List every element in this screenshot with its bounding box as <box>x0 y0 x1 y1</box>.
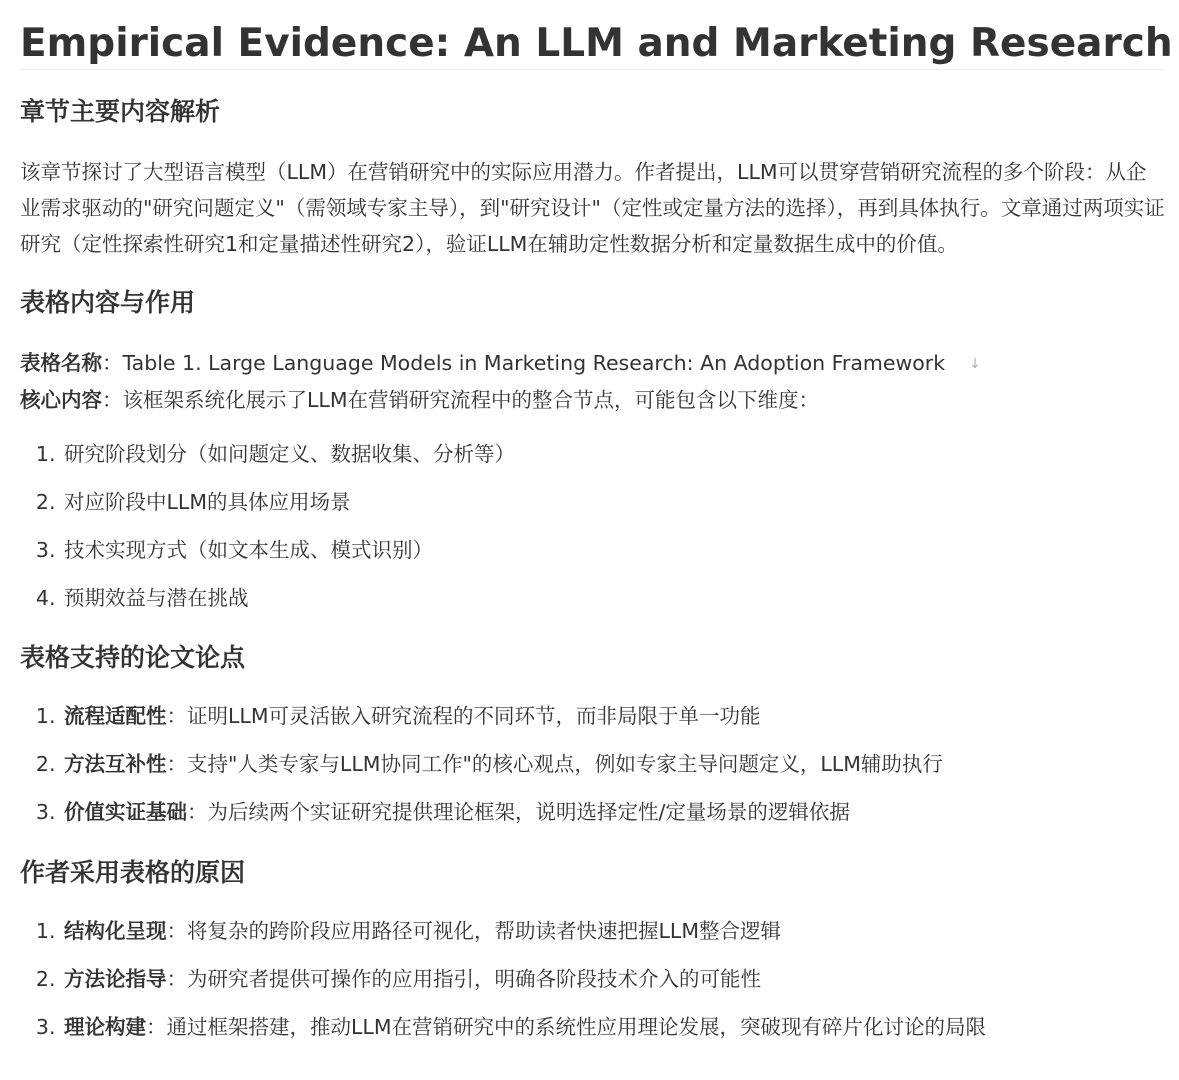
list-item: 1. 研究阶段划分（如问题定义、数据收集、分析等） <box>62 436 1165 472</box>
section-heading-arguments: 表格支持的论文论点 <box>20 643 246 672</box>
core-content-label: 核心内容 <box>20 388 102 412</box>
item-text: ：将复杂的跨阶段应用路径可视化，帮助读者快速把握LLM整合逻辑 <box>166 919 782 943</box>
list-item <box>62 746 1165 782</box>
section-heading-reasons: 作者采用表格的原因 <box>20 858 246 887</box>
item-text: ：为后续两个实证研究提供理论框架，说明选择定性/定量场景的逻辑依据 <box>187 800 850 824</box>
list-item <box>62 794 1165 830</box>
table-name-label: 表格名称 <box>20 351 102 375</box>
page-title: Empirical Evidence: An LLM and Marketing Research <box>20 0 1165 70</box>
item-label: 方法互补性 <box>64 752 167 776</box>
dimension-list <box>20 436 1165 616</box>
item-label: 理论构建 <box>64 1015 146 1039</box>
list-item: 2. 对应阶段中LLM的具体应用场景 <box>62 484 1165 520</box>
argument-list <box>20 698 1165 830</box>
arrow-down-icon[interactable]: ↓ <box>969 356 981 372</box>
item-label: 结构化呈现 <box>64 919 167 943</box>
list-item <box>62 913 1165 949</box>
item-text: ：证明LLM可灵活嵌入研究流程的不同环节，而非局限于单一功能 <box>166 704 761 728</box>
list-item <box>62 961 1165 997</box>
section-heading-table-content: 表格内容与作用 <box>20 288 196 317</box>
list-item: 4. 预期效益与潜在挑战 <box>62 580 1165 616</box>
item-label: 流程适配性 <box>64 704 167 728</box>
table-name-value: ：Table 1. Large Language Models in Marketing Research: An Adoption Framework <box>102 351 946 375</box>
core-content-value: ：该框架系统化展示了LLM在营销研究流程中的整合节点，可能包含以下维度： <box>102 388 820 412</box>
list-item: 3. 技术实现方式（如文本生成、模式识别） <box>62 532 1165 568</box>
reason-list <box>20 913 1165 1045</box>
section-paragraph: 该章节探讨了大型语言模型（LLM）在营销研究中的实际应用潜力。作者提出，LLM可以贯穿营销研究流程的多个阶段：从企业需求驱动的"研究问题定义"（需领域专家主导），到"研究设计"（定性或定量方法的选择），再到具体执行。文章通过两项实证研究（定性探索性研究1和定量描述性研究2），验证LLM在辅助定性数据分析和定量数据生成中的价值。 <box>20 160 1165 256</box>
item-text: ：为研究者提供可操作的应用指引，明确各阶段技术介入的可能性 <box>166 967 761 991</box>
list-item <box>62 1009 1165 1045</box>
item-text: ：通过框架搭建，推动LLM在营销研究中的系统性应用理论发展，突破现有碎片化讨论的局限 <box>146 1015 987 1039</box>
table-meta <box>20 345 1165 418</box>
list-item <box>62 698 1165 734</box>
item-label: 价值实证基础 <box>64 800 187 824</box>
table-name-row <box>20 345 1165 382</box>
core-content-row <box>20 382 1165 418</box>
item-label: 方法论指导 <box>64 967 167 991</box>
item-text: ：支持"人类专家与LLM协同工作"的核心观点，例如专家主导问题定义，LLM辅助执行 <box>166 752 943 776</box>
section-heading-main-content: 章节主要内容解析 <box>20 97 221 126</box>
